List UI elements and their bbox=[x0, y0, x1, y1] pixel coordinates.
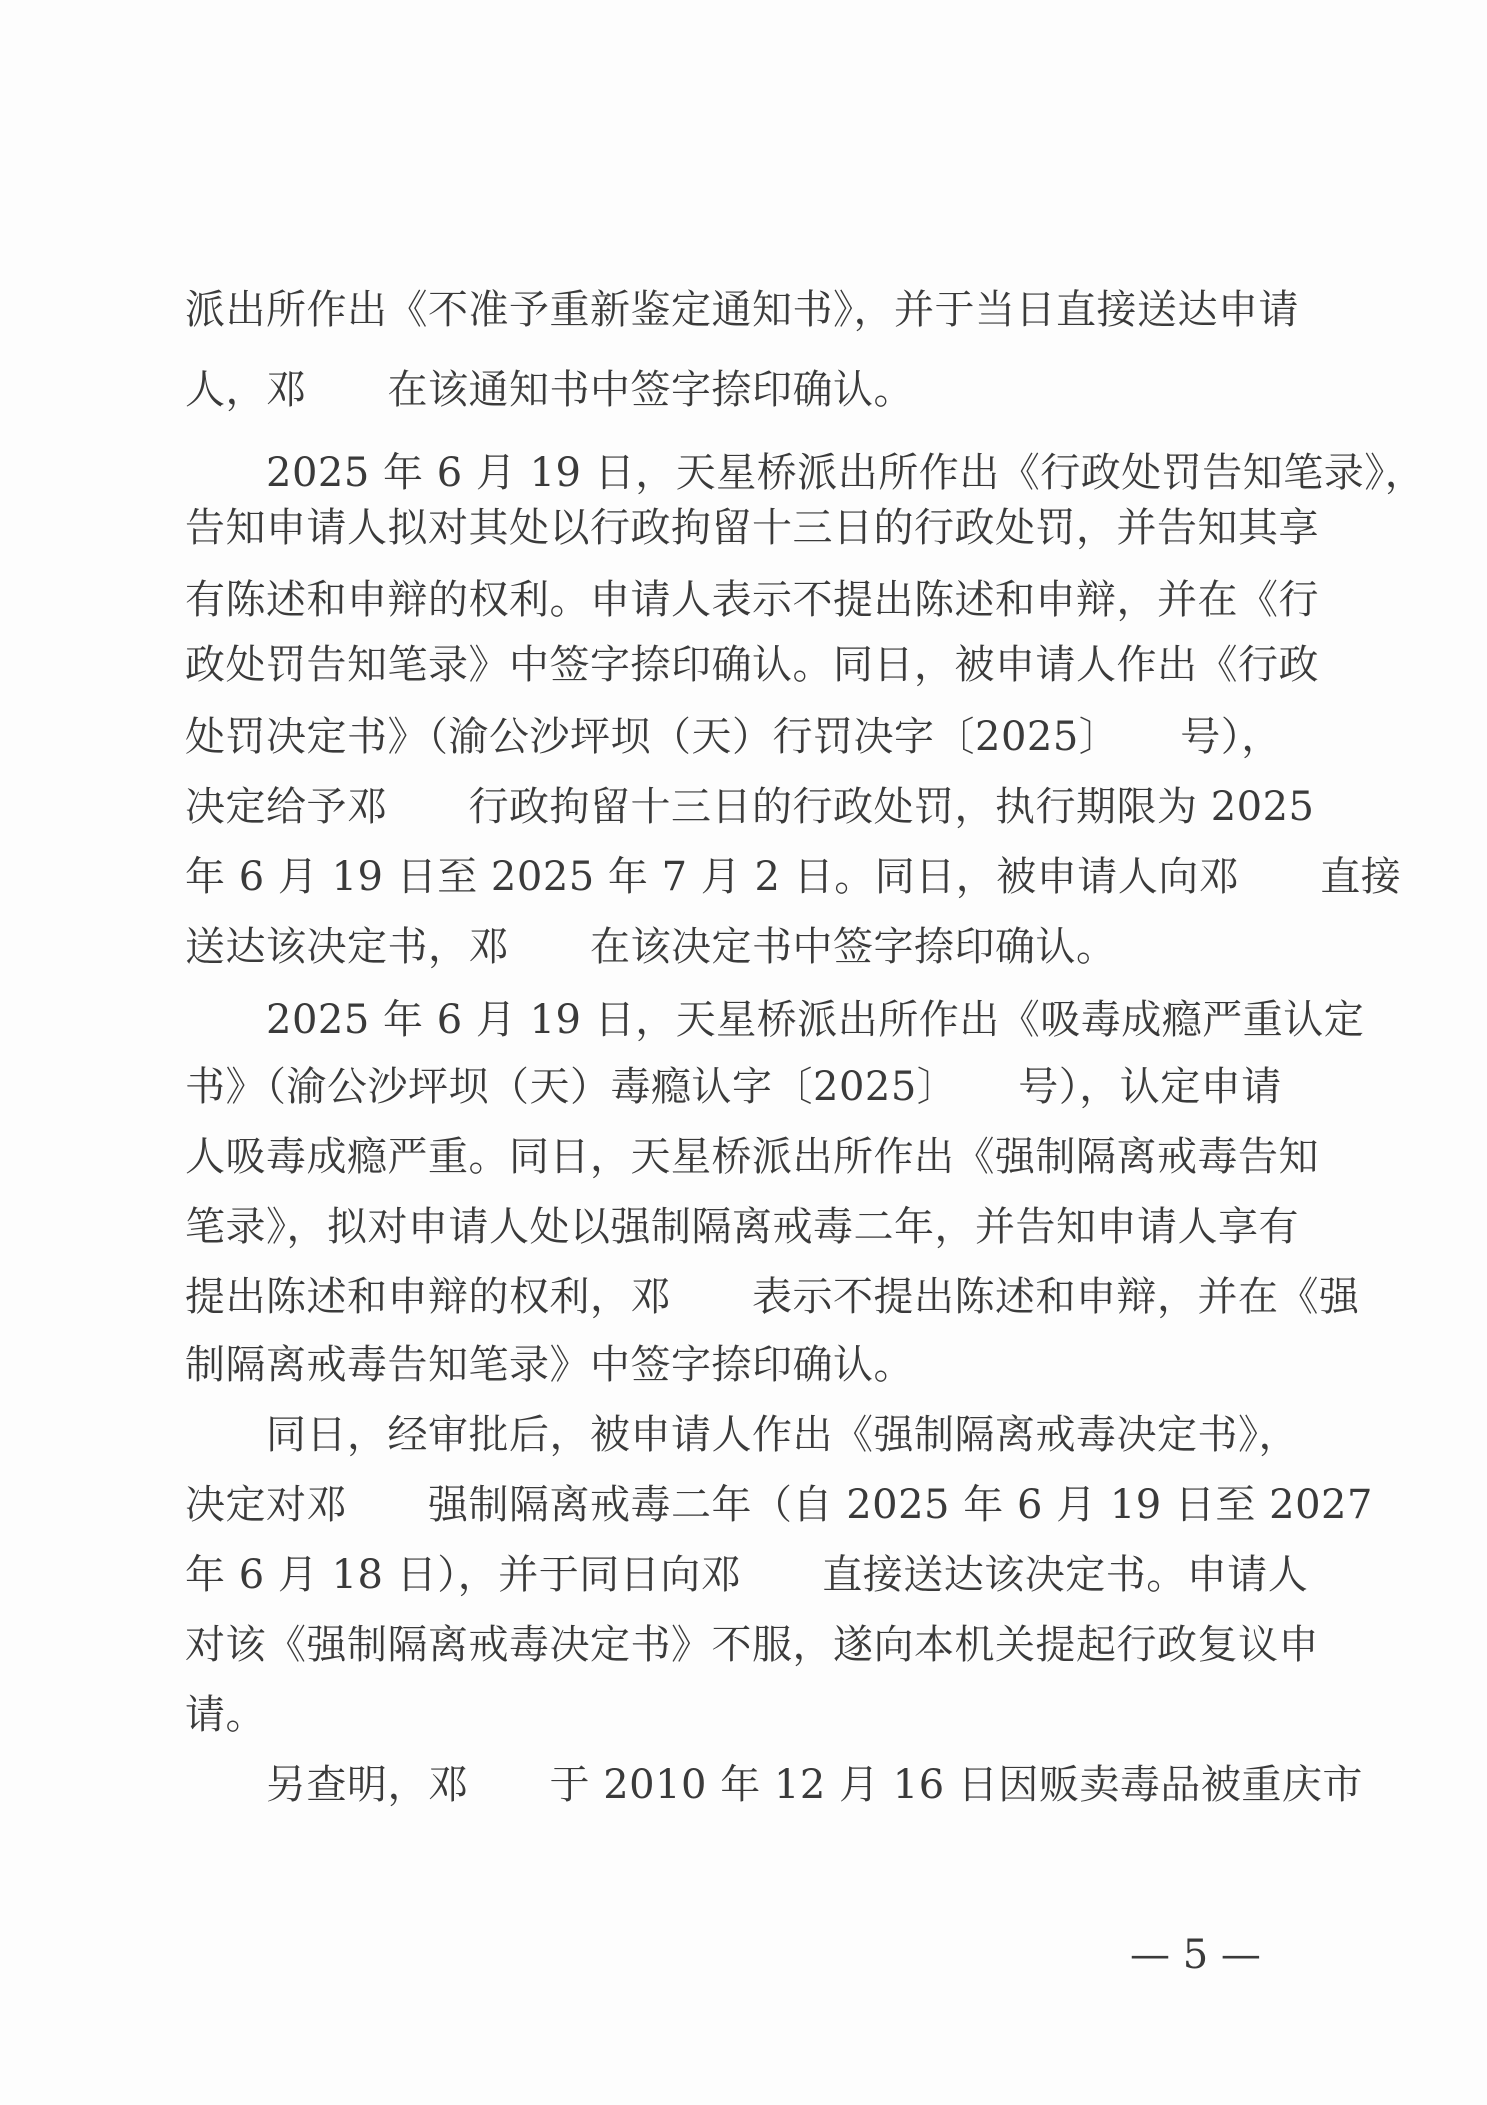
text-line: 送达该决定书，邓 在该决定书中签字捺印确认。 bbox=[185, 924, 1117, 970]
text-line: 处罚决定书》（渝公沙坪坝（天）行罚决字〔2025〕 号）， bbox=[185, 714, 1282, 760]
text-line: 人吸毒成瘾严重。同日，天星桥派出所作出《强制隔离戒毒告知 bbox=[185, 1134, 1319, 1180]
text-line: 对该《强制隔离戒毒决定书》不服，遂向本机关提起行政复议申 bbox=[185, 1622, 1319, 1668]
text-line: 另查明，邓 于 2010 年 12 月 16 日因贩卖毒品被重庆市 bbox=[185, 1762, 1363, 1808]
text-line: 同日，经审批后，被申请人作出《强制隔离戒毒决定书》， bbox=[185, 1412, 1299, 1458]
text-line: 派出所作出《不准予重新鉴定通知书》，并于当日直接送达申请 bbox=[185, 287, 1299, 333]
text-line: 人，邓 在该通知书中签字捺印确认。 bbox=[185, 367, 914, 413]
text-line: 政处罚告知笔录》中签字捺印确认。同日，被申请人作出《行政 bbox=[185, 642, 1319, 688]
text-line: 告知申请人拟对其处以行政拘留十三日的行政处罚，并告知其享 bbox=[185, 505, 1319, 551]
text-line: 决定给予邓 行政拘留十三日的行政处罚，执行期限为 2025 bbox=[185, 784, 1315, 830]
text-line: 提出陈述和申辩的权利，邓 表示不提出陈述和申辩，并在《强 bbox=[185, 1274, 1360, 1320]
text-line: 笔录》，拟对申请人处以强制隔离戒毒二年，并告知申请人享有 bbox=[185, 1204, 1299, 1250]
text-line: 请。 bbox=[185, 1692, 266, 1738]
text-line: 有陈述和申辩的权利。申请人表示不提出陈述和申辩，并在《行 bbox=[185, 577, 1319, 623]
page-number: — 5 — bbox=[1130, 1932, 1261, 1978]
text-line: 书》（渝公沙坪坝（天）毒瘾认字〔2025〕 号），认定申请 bbox=[185, 1064, 1282, 1110]
text-line: 年 6 月 18 日），并于同日向邓 直接送达该决定书。申请人 bbox=[185, 1552, 1309, 1598]
text-line: 年 6 月 19 日至 2025 年 7 月 2 日。同日，被申请人向邓 直接 bbox=[185, 854, 1402, 900]
text-line: 2025 年 6 月 19 日，天星桥派出所作出《行政处罚告知笔录》， bbox=[185, 450, 1426, 496]
text-line: 制隔离戒毒告知笔录》中签字捺印确认。 bbox=[185, 1342, 914, 1388]
text-line: 决定对邓 强制隔离戒毒二年（自 2025 年 6 月 19 日至 2027 bbox=[185, 1482, 1373, 1528]
text-line: 2025 年 6 月 19 日，天星桥派出所作出《吸毒成瘾严重认定 bbox=[185, 997, 1365, 1043]
